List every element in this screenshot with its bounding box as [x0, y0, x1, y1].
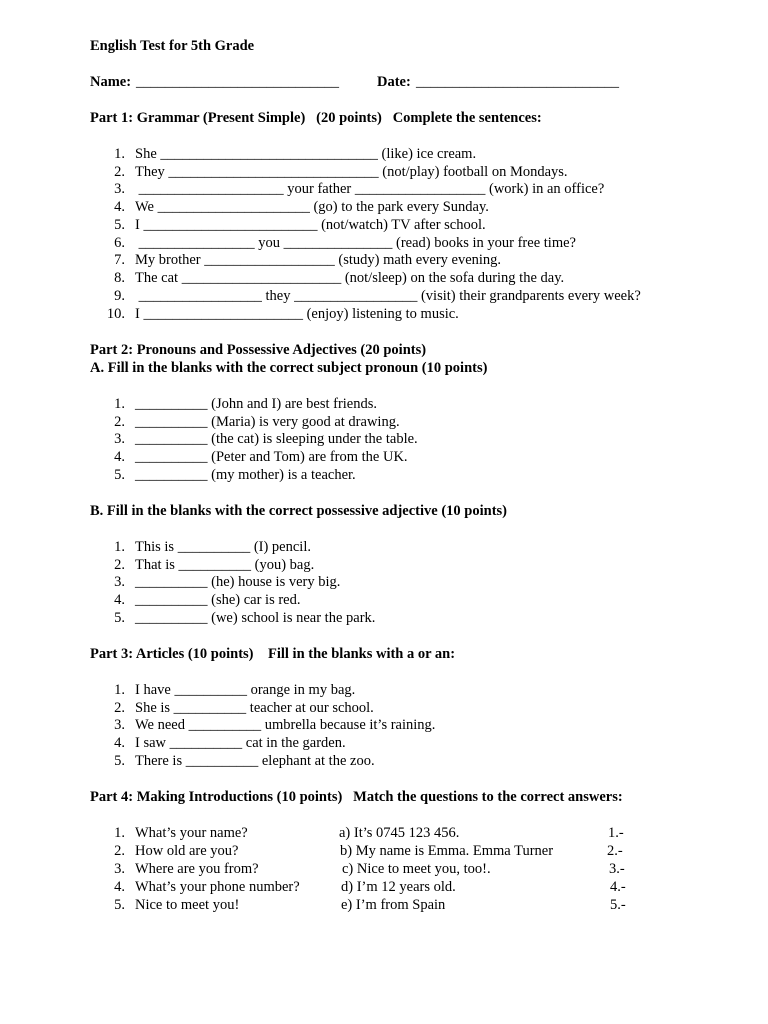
list-item[interactable]: She ______________________________ (like) ice cream. [135, 146, 477, 162]
list-item[interactable]: ____________________ your father __________________ (work) in an office? [135, 181, 605, 197]
list-item-number: 4. [114, 592, 125, 608]
list-item[interactable]: That is __________ (you) bag. [135, 557, 315, 573]
answer-slot[interactable]: 1.- [608, 825, 624, 841]
question-item: What’s your name? [135, 825, 248, 841]
answer-item: a) It’s 0745 123 456. [339, 825, 460, 841]
list-item[interactable]: __________ (my mother) is a teacher. [135, 467, 356, 483]
list-item[interactable]: My brother __________________ (study) math every evening. [135, 252, 502, 268]
list-item[interactable]: The cat ______________________ (not/sleep) on the sofa during the day. [135, 270, 565, 286]
list-item[interactable]: They _____________________________ (not/play) football on Mondays. [135, 164, 568, 180]
list-item-number: 3. [114, 861, 125, 877]
question-item: Where are you from? [135, 861, 259, 877]
list-item-number: 10. [106, 306, 125, 322]
list-item-number: 2. [114, 843, 125, 859]
list-item[interactable]: She is __________ teacher at our school. [135, 700, 374, 716]
answer-item: c) Nice to meet you, too!. [342, 861, 491, 877]
list-item-number: 3. [114, 181, 125, 197]
list-item-number: 6. [114, 235, 125, 251]
list-item-number: 3. [114, 574, 125, 590]
list-item[interactable]: __________ (we) school is near the park. [135, 610, 376, 626]
list-item-number: 9. [114, 288, 125, 304]
part1-heading: Part 1: Grammar (Present Simple) (20 points) Complete the sentences: [90, 110, 542, 126]
list-item[interactable]: I saw __________ cat in the garden. [135, 735, 346, 751]
list-item[interactable]: We _____________________ (go) to the park every Sunday. [135, 199, 489, 215]
name-label: Name: [90, 74, 132, 90]
list-item[interactable]: __________ (Peter and Tom) are from the UK. [135, 449, 408, 465]
part3-heading: Part 3: Articles (10 points) Fill in the blanks with a or an: [90, 646, 456, 662]
list-item[interactable]: I ______________________ (enjoy) listening to music. [135, 306, 459, 322]
list-item-number: 5. [114, 897, 125, 913]
list-item-number: 4. [114, 449, 125, 465]
answer-slot[interactable]: 3.- [609, 861, 625, 877]
list-item[interactable]: We need __________ umbrella because it’s raining. [135, 717, 436, 733]
list-item-number: 5. [114, 610, 125, 626]
answer-item: e) I’m from Spain [341, 897, 446, 913]
list-item[interactable]: This is __________ (I) pencil. [135, 539, 311, 555]
list-item-number: 1. [114, 146, 125, 162]
list-item[interactable]: ________________ you _______________ (read) books in your free time? [135, 235, 576, 251]
list-item-number: 2. [114, 700, 125, 716]
answer-item: b) My name is Emma. Emma Turner [340, 843, 554, 859]
list-item-number: 7. [114, 252, 125, 268]
list-item[interactable]: __________ (he) house is very big. [135, 574, 341, 590]
name-field[interactable]: ____________________________ [136, 74, 339, 90]
list-item-number: 3. [114, 717, 125, 733]
list-item-number: 2. [114, 164, 125, 180]
list-item-number: 1. [114, 682, 125, 698]
page-title: English Test for 5th Grade [90, 38, 255, 54]
list-item-number: 1. [114, 825, 125, 841]
part2-section-b-heading: B. Fill in the blanks with the correct possessive adjective (10 points) [90, 503, 507, 519]
date-label: Date: [377, 74, 411, 90]
list-item[interactable]: _________________ they _________________ (visit) their grandparents every week? [135, 288, 641, 304]
question-item: How old are you? [135, 843, 239, 859]
list-item[interactable]: There is __________ elephant at the zoo. [135, 753, 375, 769]
list-item[interactable]: I ________________________ (not/watch) TV after school. [135, 217, 486, 233]
list-item-number: 5. [114, 467, 125, 483]
list-item-number: 4. [114, 735, 125, 751]
question-item: What’s your phone number? [135, 879, 300, 895]
part2-section-a-heading: A. Fill in the blanks with the correct subject pronoun (10 points) [90, 360, 488, 376]
list-item-number: 4. [114, 199, 125, 215]
part2-heading: Part 2: Pronouns and Possessive Adjectives (20 points) [90, 342, 427, 358]
question-item: Nice to meet you! [135, 897, 240, 913]
list-item-number: 3. [114, 431, 125, 447]
answer-slot[interactable]: 2.- [607, 843, 623, 859]
list-item[interactable]: __________ (she) car is red. [135, 592, 301, 608]
answer-slot[interactable]: 4.- [610, 879, 626, 895]
list-item-number: 4. [114, 879, 125, 895]
answer-slot[interactable]: 5.- [610, 897, 626, 913]
list-item[interactable]: __________ (the cat) is sleeping under the table. [135, 431, 418, 447]
list-item[interactable]: __________ (Maria) is very good at drawing. [135, 414, 400, 430]
list-item-number: 1. [114, 396, 125, 412]
list-item-number: 8. [114, 270, 125, 286]
list-item[interactable]: __________ (John and I) are best friends. [135, 396, 378, 412]
date-field[interactable]: ____________________________ [416, 74, 619, 90]
list-item-number: 2. [114, 557, 125, 573]
answer-item: d) I’m 12 years old. [341, 879, 456, 895]
part4-heading: Part 4: Making Introductions (10 points) Match the questions to the correct answers: [90, 789, 623, 805]
list-item-number: 5. [114, 217, 125, 233]
list-item-number: 1. [114, 539, 125, 555]
list-item-number: 5. [114, 753, 125, 769]
list-item[interactable]: I have __________ orange in my bag. [135, 682, 356, 698]
list-item-number: 2. [114, 414, 125, 430]
